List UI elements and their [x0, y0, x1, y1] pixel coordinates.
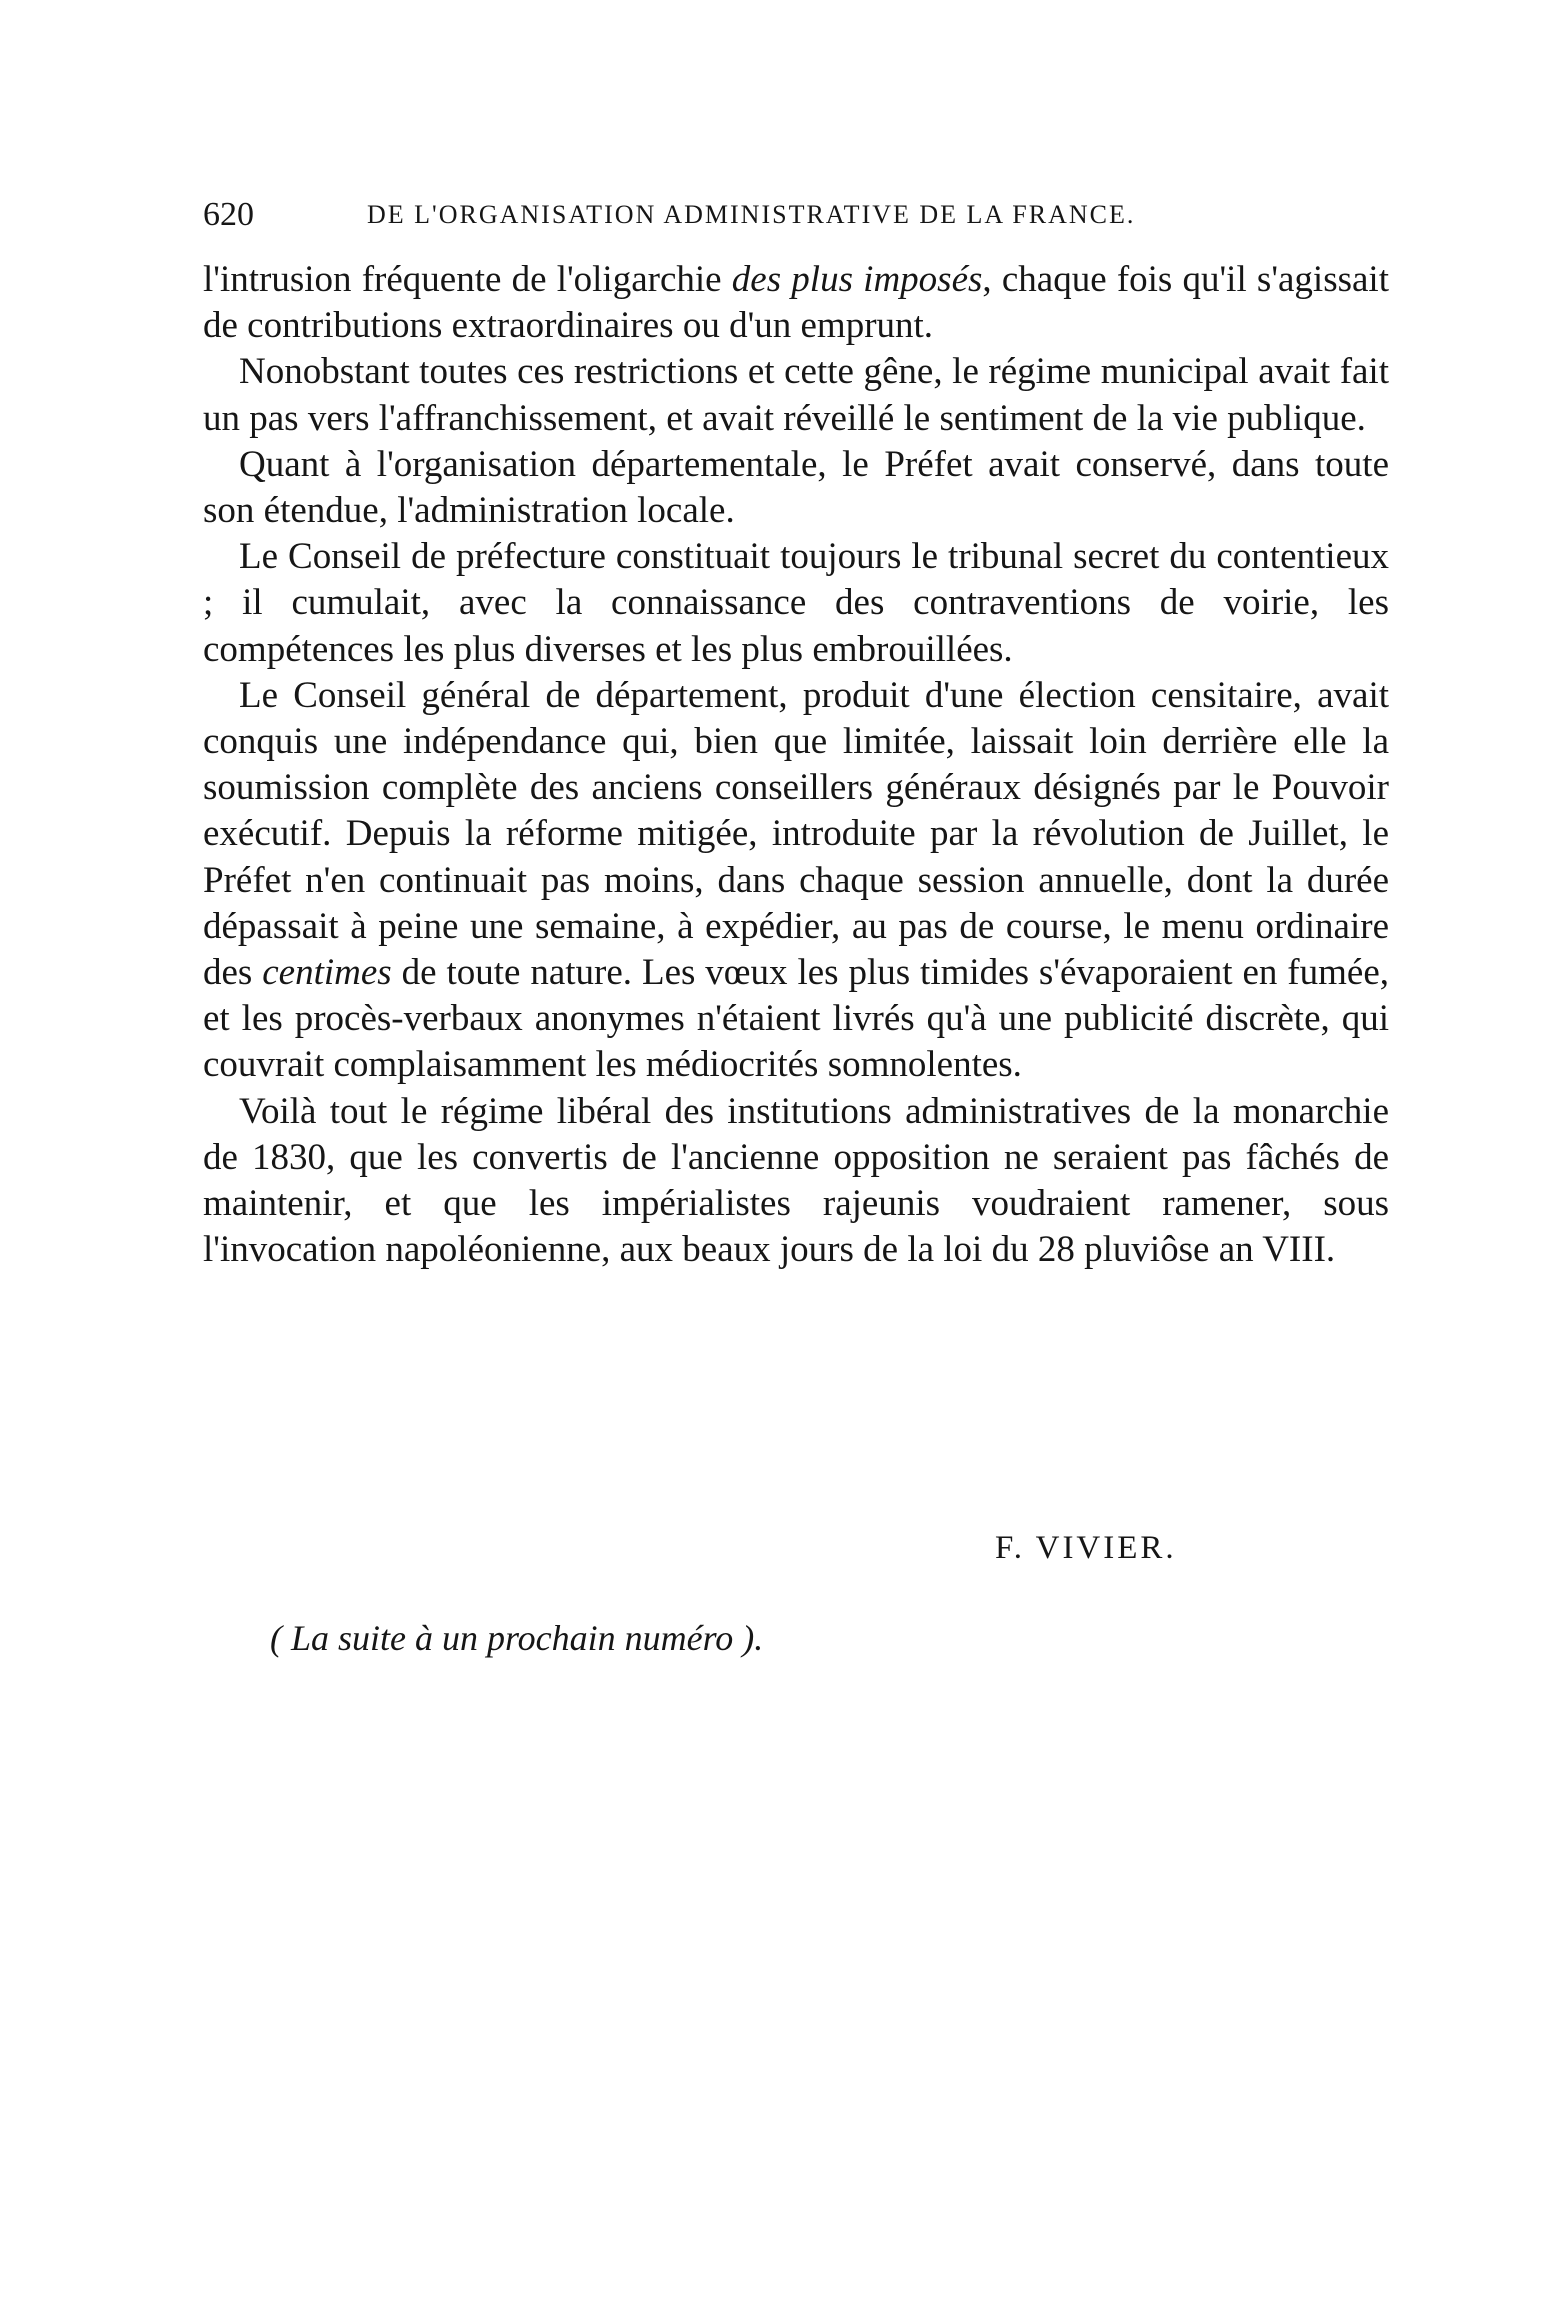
- page-number: 620: [203, 196, 254, 233]
- continuation-note: ( La suite à un prochain numéro ).: [270, 1618, 764, 1658]
- paragraph-6: Voilà tout le régime libéral des institutions administratives de la monarchie de 1830, que les convertis de l'ancienne opposition ne seraient pas fâchés de maintenir, et que les impérialistes rajeunis voudraient ramener, sous l'invocation napoléonienne, aux beaux jours de la loi du 28 pluviôse an VIII.: [203, 1090, 1389, 1271]
- author-signature: F. VIVIER.: [995, 1530, 1177, 1566]
- paragraph-1-emphasis: des plus imposés: [731, 259, 983, 300]
- running-head: [203, 193, 1239, 237]
- paragraph-3: Quant à l'organisation départementale, le Préfet avait conservé, dans toute son étendue, l'administration locale.: [203, 443, 1389, 532]
- article-body: [203, 257, 1389, 1273]
- paragraph-1-text-after: , chaque fois qu'il s'agissait de contributions extraordinaires ou d'un emprunt.: [203, 259, 1389, 347]
- running-title: DE L'ORGANISATION ADMINISTRATIVE DE LA FRANCE.: [367, 200, 1136, 229]
- paragraph-1-text-before: l'intrusion fréquente de l'oligarchie: [203, 259, 732, 300]
- paragraph-2: Nonobstant toutes ces restrictions et cette gêne, le régime municipal avait fait un pas vers l'affranchissement, et avait réveillé le sentiment de la vie publique.: [203, 351, 1389, 439]
- paragraph-5-emphasis: centimes: [262, 952, 392, 994]
- paragraph-1: [203, 257, 1389, 349]
- paragraph-5-text-after: de toute nature. Les vœux les plus timides s'évaporaient en fumée, et les procès-verbaux anonymes n'étaient livrés qu'à une publicité discrète, qui couvrait complaisamment les médiocrités somnolentes.: [203, 952, 1390, 1086]
- paragraph-5-text-before: Le Conseil général de département, produit d'une élection censitaire, avait conquis une indépendance qui, bien que limitée, laissait loin derrière elle la soumission complète des anciens conseillers généraux désignés par le Pouvoir exécutif. Depuis la réforme mitigée, introduite par la révolution de Juillet, le Préfet n'en continuait pas moins, dans chaque session annuelle, dont la durée dépassait à peine une semaine, à expédier, au pas de course, le menu ordinaire des: [203, 674, 1389, 994]
- paragraph-5: [203, 673, 1389, 1089]
- paragraph-4: Le Conseil de préfecture constituait toujours le tribunal secret du contentieux ; il cumulait, avec la connaissance des contraventions de voirie, les compétences les plus diverses et les plus embrouillées.: [203, 536, 1389, 670]
